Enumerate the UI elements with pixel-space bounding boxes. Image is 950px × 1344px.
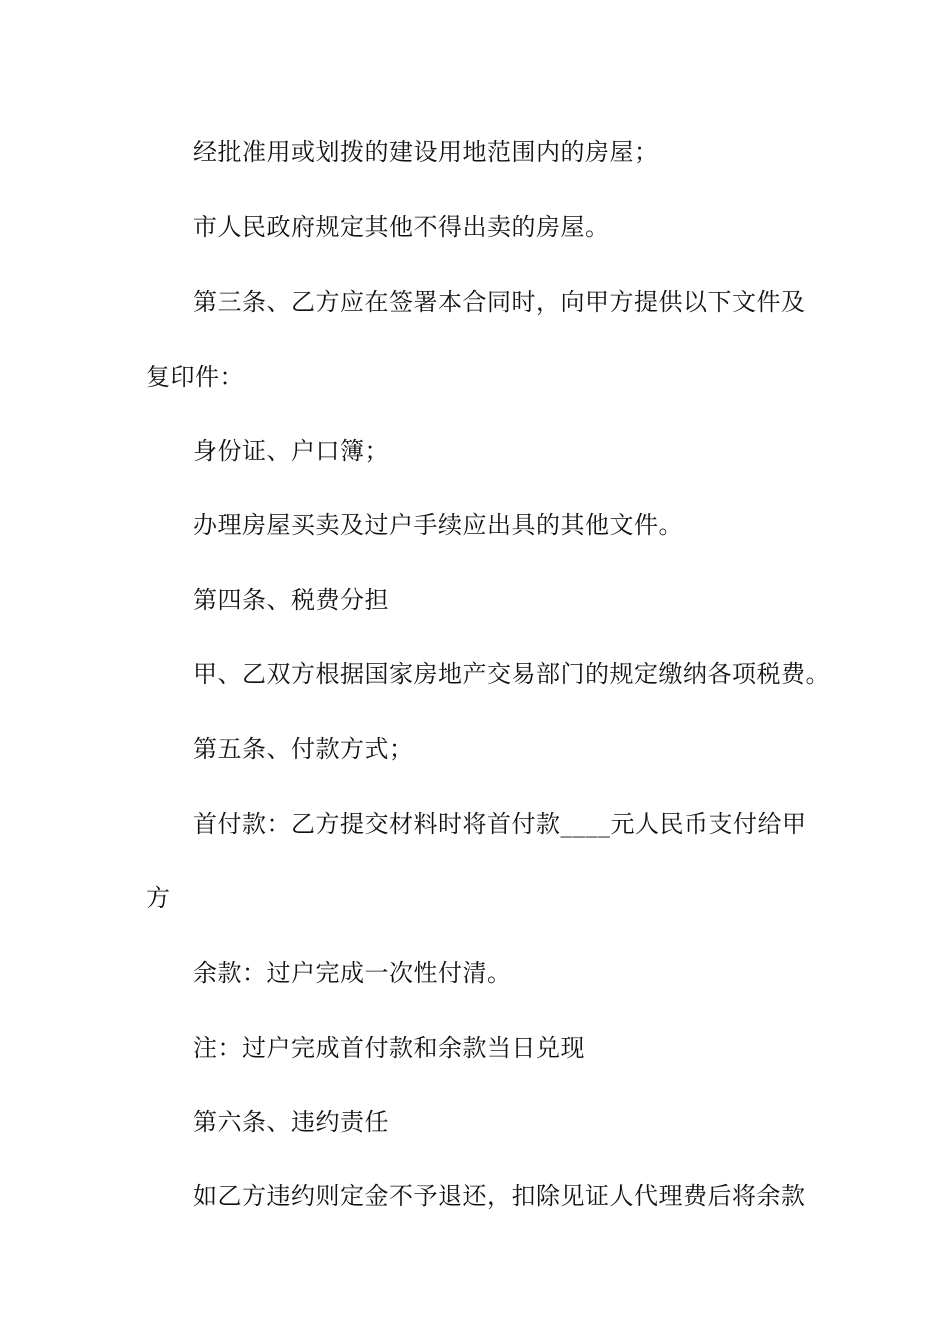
breach-line: 如乙方违约则定金不予退还，扣除见证人代理费后将余款 (193, 1182, 806, 1210)
article-3-line: 第三条、乙方应在签署本合同时，向甲方提供以下文件及 (193, 288, 806, 316)
note-line: 注：过户完成首付款和余款当日兑现 (193, 1034, 585, 1062)
paragraph-line-1: 经批准用或划拨的建设用地范围内的房屋； (193, 138, 659, 166)
paragraph-line-5: 身份证、户口簿； (193, 437, 389, 465)
paragraph-line-6: 办理房屋买卖及过户手续应出具的其他文件。 (193, 511, 683, 539)
paragraph-line-2: 市人民政府规定其他不得出卖的房屋。 (193, 213, 610, 241)
balance-line: 余款：过户完成一次性付清。 (193, 959, 512, 987)
down-payment-continuation: 方 (146, 884, 171, 912)
article-3-continuation: 复印件： (146, 363, 244, 391)
down-payment-line: 首付款：乙方提交材料时将首付款____元人民币支付给甲 (193, 810, 807, 838)
article-6-heading: 第六条、违约责任 (193, 1108, 389, 1136)
paragraph-line-8: 甲、乙双方根据国家房地产交易部门的规定缴纳各项税费。 (193, 660, 830, 688)
article-5-heading: 第五条、付款方式； (193, 735, 414, 763)
article-4-heading: 第四条、税费分担 (193, 586, 389, 614)
